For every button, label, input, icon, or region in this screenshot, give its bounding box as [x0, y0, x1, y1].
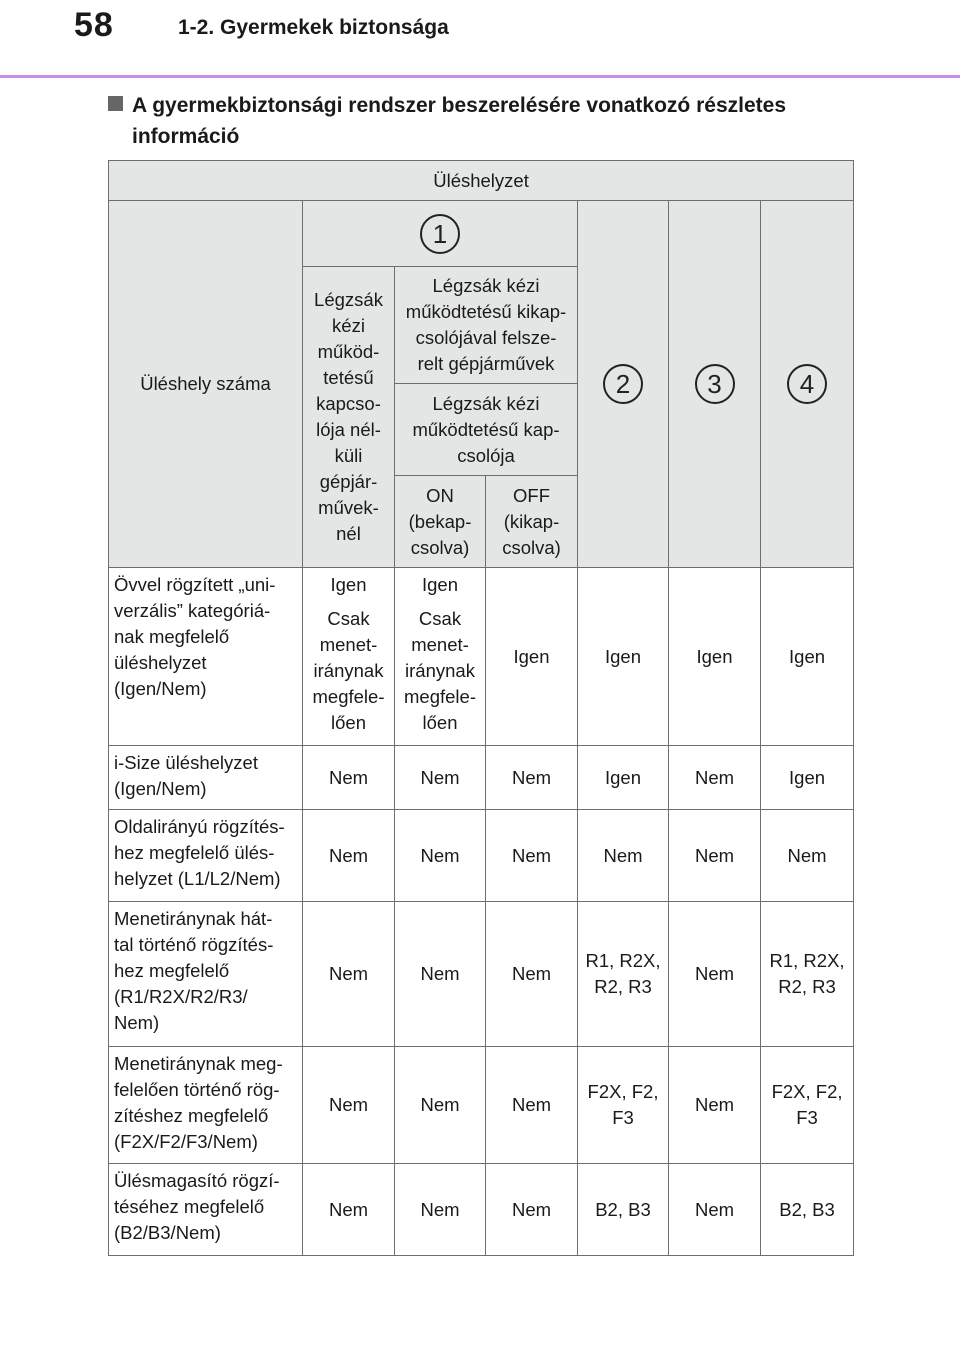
seat-1-switch-label: Légzsák kézi működtetésű kap- csolója	[395, 384, 578, 476]
table-cell: Igen Csak menet- iránynak megfele- lően	[395, 568, 486, 746]
table-cell: Nem	[669, 810, 761, 902]
table-cell: R1, R2X, R2, R3	[761, 902, 854, 1047]
table-row	[109, 902, 854, 1047]
table-cell: B2, B3	[578, 1164, 669, 1256]
header-divider	[0, 75, 960, 78]
seat-4-circle-icon: 4	[787, 364, 827, 404]
table-cell: Nem	[395, 746, 486, 810]
seat-3-header	[669, 201, 761, 568]
seat-1-with-switch-note: Légzsák kézi működtetésű kikap- csolójával felsze- relt gépjárművek	[395, 267, 578, 384]
table-cell: Nem	[669, 1047, 761, 1164]
page-header	[0, 0, 960, 78]
row-label: Menetiránynak hát- tal történő rögzítés- hez megfelelő (R1/R2X/R2/R3/ Nem)	[109, 902, 303, 1047]
row-label: Ülésmagasító rögzí- téséhez megfelelő (B2/B3/Nem)	[109, 1164, 303, 1256]
seat-2-header	[578, 201, 669, 568]
row-label: Menetiránynak meg- felelően történő rög- zítéshez megfelelő (F2X/F2/F3/Nem)	[109, 1047, 303, 1164]
heading-line-2: információ	[132, 125, 240, 148]
seat-4-header	[761, 201, 854, 568]
table-cell: F2X, F2, F3	[578, 1047, 669, 1164]
row-label: Oldalirányú rögzítés- hez megfelelő ülés- helyzet (L1/L2/Nem)	[109, 810, 303, 902]
table-cell: F2X, F2, F3	[761, 1047, 854, 1164]
row-label: i-Size üléshelyzet (Igen/Nem)	[109, 746, 303, 810]
table-cell: R1, R2X, R2, R3	[578, 902, 669, 1047]
switch-off-label: OFF (kikap- csolva)	[486, 476, 578, 568]
table-cell: Nem	[486, 1164, 578, 1256]
table-cell: Igen	[578, 568, 669, 746]
table-cell: Igen Csak menet- iránynak megfele- lően	[303, 568, 395, 746]
seat-3-circle-icon: 3	[695, 364, 735, 404]
table-cell: Nem	[669, 746, 761, 810]
table-cell: Nem	[303, 746, 395, 810]
table-cell: Nem	[578, 810, 669, 902]
switch-on-label: ON (bekap- csolva)	[395, 476, 486, 568]
table-cell: Nem	[486, 810, 578, 902]
page-number: 58	[74, 6, 114, 44]
table-cell: Igen	[669, 568, 761, 746]
table-cell: Igen	[761, 568, 854, 746]
heading-line-1: A gyermekbiztonsági rendszer beszerelésére vonatkozó részletes	[132, 94, 786, 117]
seat-1-no-switch-note: Légzsák kézi működ- tetésű kapcso- lója nél- küli gépjár- művek- nél	[303, 267, 395, 568]
table-row	[109, 746, 854, 810]
table-row	[109, 1047, 854, 1164]
table-cell: Nem	[486, 746, 578, 810]
table-cell: Nem	[303, 1164, 395, 1256]
table-cell: Nem	[303, 810, 395, 902]
table-cell: Igen	[578, 746, 669, 810]
table-cell: Nem	[395, 1047, 486, 1164]
table-row	[109, 1164, 854, 1256]
section-heading	[108, 90, 848, 152]
child-seat-info-table	[108, 160, 854, 1256]
table-cell: Igen	[486, 568, 578, 746]
table-cell: Nem	[486, 1047, 578, 1164]
table-cell: Nem	[303, 902, 395, 1047]
table-cell: Nem	[303, 1047, 395, 1164]
table-cell: Igen	[761, 746, 854, 810]
seat-position-header: Üléshelyzet	[109, 161, 854, 201]
square-bullet-icon	[108, 96, 123, 111]
table-row	[109, 568, 854, 746]
table-cell: Nem	[761, 810, 854, 902]
section-title: 1-2. Gyermekek biztonsága	[178, 16, 449, 39]
seat-1-circle-icon: 1	[420, 214, 460, 254]
table-cell: B2, B3	[761, 1164, 854, 1256]
row-label: Övvel rögzített „uni- verzális” kategóriá- nak megfelelő üléshelyzet (Igen/Nem)	[109, 568, 303, 746]
table-cell: Nem	[395, 810, 486, 902]
table-cell: Nem	[395, 902, 486, 1047]
table-cell: Nem	[486, 902, 578, 1047]
seat-number-label: Üléshely száma	[109, 201, 303, 568]
table-cell: Nem	[669, 902, 761, 1047]
seat-1-header	[303, 201, 578, 267]
seat-2-circle-icon: 2	[603, 364, 643, 404]
table-cell: Nem	[669, 1164, 761, 1256]
table-row	[109, 810, 854, 902]
table-cell: Nem	[395, 1164, 486, 1256]
